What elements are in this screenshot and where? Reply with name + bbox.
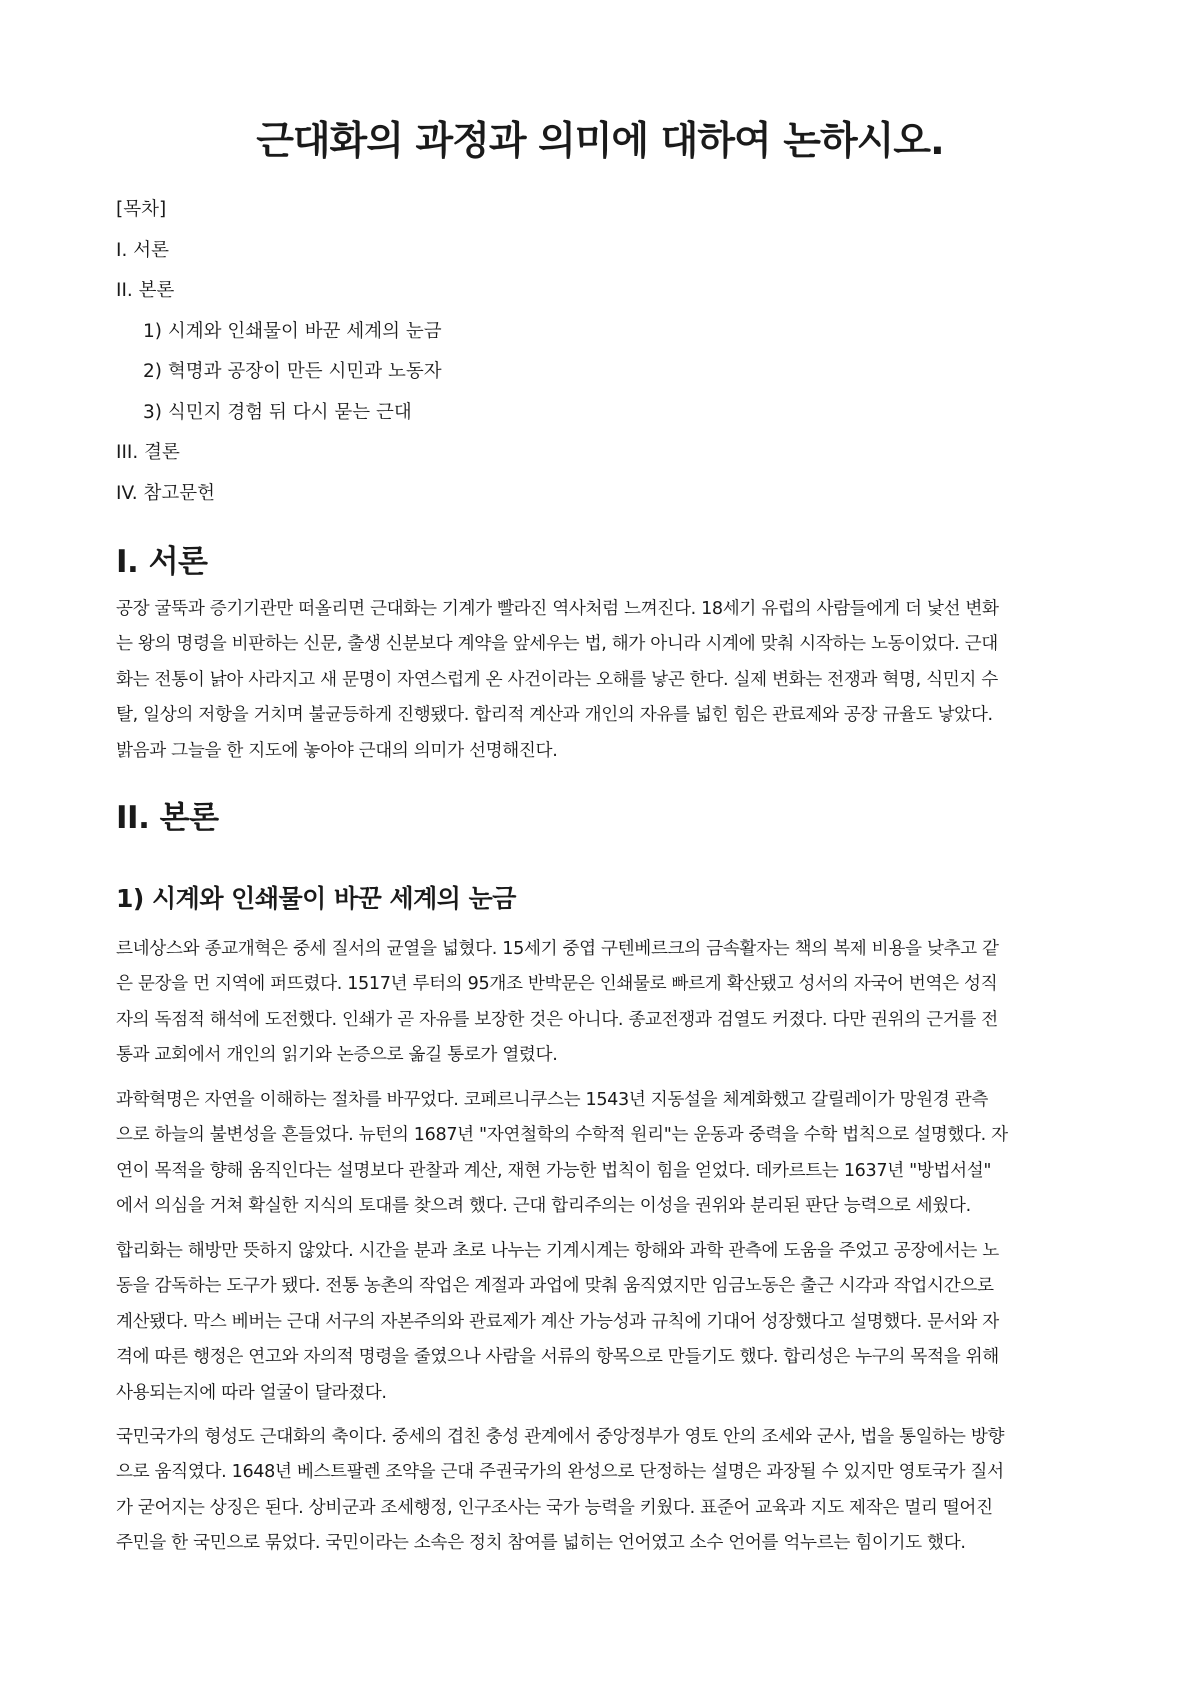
text-line: 에서 의심을 거쳐 확실한 지식의 토대를 찾으려 했다. 근대 합리주의는 이성을 권위와 분리된 판단 능력으로 세웠다.: [116, 1196, 971, 1217]
toc-item: 1) 시계와 인쇄물이 바꾼 세계의 눈금: [143, 320, 442, 342]
text-line: 으로 하늘의 불변성을 흔들었다. 뉴턴의 1687년 "자연철학의 수학적 원리"는 운동과 중력을 수학 법칙으로 설명했다. 자: [116, 1125, 1008, 1146]
intro-paragraph: [116, 592, 1084, 769]
text-line: 탈, 일상의 저항을 거치며 불균등하게 진행됐다. 합리적 계산과 개인의 자유를 넓힌 힘은 관료제와 공장 규율도 낳았다.: [116, 705, 993, 726]
toc-item: II. 본론: [116, 280, 175, 301]
text-line: 르네상스와 종교개혁은 중세 질서의 균열을 넓혔다. 15세기 중엽 구텐베르크의 금속활자는 책의 복제 비용을 낮추고 같: [116, 939, 999, 959]
text-line: 국민국가의 형성도 근대화의 축이다. 중세의 겹친 충성 관계에서 중앙정부가 영토 안의 조세와 군사, 법을 통일하는 방향: [116, 1427, 1005, 1447]
text-line: 계산됐다. 막스 베버는 근대 서구의 자본주의와 관료제가 계산 가능성과 규칙에 기대어 성장했다고 설명했다. 문서와 자: [116, 1311, 999, 1332]
document-title: 근대화의 과정과 의미에 대하여 논하시오.: [256, 119, 944, 164]
intro-section-heading-wrap: [116, 542, 1084, 582]
section-heading: I. 서론: [116, 544, 208, 580]
body-paragraph: [116, 1234, 1084, 1411]
toc-item: IV. 참고문헌: [116, 482, 215, 504]
text-line: 주민을 한 국민으로 묶었다. 국민이라는 소속은 정치 참여를 넓히는 언어였고 소수 언어를 억누르는 힘이기도 했다.: [116, 1533, 966, 1554]
body-paragraph: [116, 1420, 1084, 1562]
table-of-contents: [116, 190, 1084, 514]
section-heading: II. 본론: [116, 800, 219, 836]
text-line: 화는 전통이 낡아 사라지고 새 문명이 자연스럽게 온 사건이라는 오해를 낳곤 한다. 실제 변화는 전쟁과 혁명, 식민지 수: [116, 669, 998, 690]
text-line: 연이 목적을 향해 움직인다는 설명보다 관찰과 계산, 재현 가능한 법칙이 힘을 얻었다. 데카르트는 1637년 "방법서설": [116, 1160, 992, 1181]
text-line: 합리화는 해방만 뜻하지 않았다. 시간을 분과 초로 나누는 기계시계는 항해와 과학 관측에 도움을 주었고 공장에서는 노: [116, 1241, 999, 1261]
text-line: 통과 교회에서 개인의 읽기와 논증으로 옮길 통로가 열렸다.: [116, 1045, 558, 1066]
text-line: 공장 굴뚝과 증기기관만 떠올리면 근대화는 기계가 빨라진 역사처럼 느껴진다. 18세기 유럽의 사람들에게 더 낯선 변화: [116, 599, 999, 619]
subsection-heading-wrap: [116, 882, 1084, 916]
text-line: 격에 따른 행정은 연고와 자의적 명령을 줄였으나 사람을 서류의 항목으로 만들기도 했다. 합리성은 누구의 목적을 위해: [116, 1347, 999, 1368]
toc-item: III. 결론: [116, 442, 180, 463]
text-line: 자의 독점적 해석에 도전했다. 인쇄가 곧 자유를 보장한 것은 아니다. 종교전쟁과 검열도 커졌다. 다만 권위의 근거를 전: [116, 1009, 998, 1030]
text-line: 는 왕의 명령을 비판하는 신문, 출생 신분보다 계약을 앞세우는 법, 해가 아니라 시계에 맞춰 시작하는 노동이었다. 근대: [116, 634, 998, 655]
text-line: 동을 감독하는 도구가 됐다. 전통 농촌의 작업은 계절과 과업에 맞춰 움직였지만 임금노동은 출근 시각과 작업시간으로: [116, 1276, 994, 1297]
text-line: 밝음과 그늘을 한 지도에 놓아야 근대의 의미가 선명해진다.: [116, 740, 558, 761]
body-paragraph: [116, 1083, 1084, 1225]
body-paragraph: [116, 932, 1084, 1074]
text-line: 으로 움직였다. 1648년 베스트팔렌 조약을 근대 주권국가의 완성으로 단정하는 설명은 과장될 수 있지만 영토국가 질서: [116, 1462, 1004, 1483]
subsection-heading: 1) 시계와 인쇄물이 바꾼 세계의 눈금: [116, 884, 516, 913]
text-line: 은 문장을 먼 지역에 퍼뜨렸다. 1517년 루터의 95개조 반박문은 인쇄물로 빠르게 확산됐고 성서의 자국어 번역은 성직: [116, 974, 998, 995]
body-section-heading-wrap: [116, 798, 1084, 838]
toc-item: 2) 혁명과 공장이 만든 시민과 노동자: [143, 361, 442, 382]
text-line: 과학혁명은 자연을 이해하는 절차를 바꾸었다. 코페르니쿠스는 1543년 지동설을 체계화했고 갈릴레이가 망원경 관측: [116, 1090, 988, 1110]
toc-heading: [목차]: [116, 199, 167, 220]
text-line: 가 굳어지는 상징은 된다. 상비군과 조세행정, 인구조사는 국가 능력을 키웠다. 표준어 교육과 지도 제작은 멀리 떨어진: [116, 1497, 993, 1518]
toc-item: I. 서론: [116, 239, 169, 261]
toc-item: 3) 식민지 경험 뒤 다시 묻는 근대: [143, 401, 412, 423]
text-line: 사용되는지에 따라 얼굴이 달라졌다.: [116, 1382, 387, 1403]
